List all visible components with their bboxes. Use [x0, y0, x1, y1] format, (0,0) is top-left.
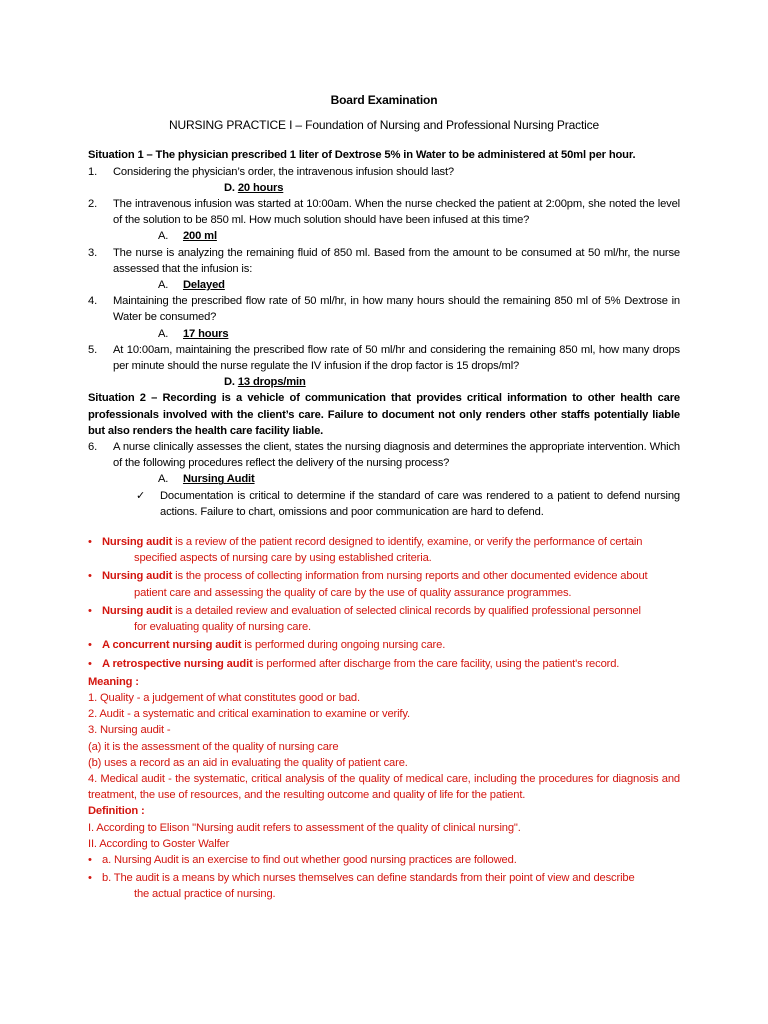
- answer-text: 200 ml: [182, 230, 217, 243]
- definition: is performed during ongoing nursing care.: [241, 639, 446, 652]
- bullet-icon: •: [88, 604, 92, 617]
- situation-2-heading: Situation 2 – Recording is a vehicle of communication that provides critical information to other health care professionals involved with the client’s care. Failure to document not only renders other staffs potentially liable but also renders the health care facility liable.: [88, 392, 680, 437]
- definition: is performed after discharge from the care facility, using the patient's record.: [252, 657, 620, 670]
- answer-text: 13 drops/min: [237, 376, 306, 389]
- situation-1-heading: Situation 1 – The physician prescribed 1 liter of Dextrose 5% in Water to be administered at 50ml per hour.: [88, 149, 636, 162]
- term: Nursing audit: [102, 570, 173, 583]
- bullet-icon: •: [88, 657, 92, 670]
- answer-letter: A.: [158, 327, 169, 340]
- answer-1: [88, 180, 680, 196]
- question-number: 1.: [88, 165, 98, 178]
- answer-letter: D.: [224, 181, 235, 194]
- list-item-text: [102, 870, 680, 902]
- meaning-line: 1. Quality - a judgement of what constitutes good or bad.: [88, 691, 360, 704]
- definition-line: I. According to Elison "Nursing audit refers to assessment of the quality of clinical nursing".: [88, 821, 521, 834]
- list-item: [88, 870, 680, 902]
- question-text: The nurse is analyzing the remaining fluid of 850 ml. Based from the amount to be consumed at 50 ml/hr, the nurse assessed that the infusion is:: [113, 246, 680, 275]
- bullet-icon: •: [88, 536, 92, 549]
- answer-letter: A.: [158, 279, 169, 292]
- definition-continuation: for evaluating quality of nursing care.: [134, 621, 311, 634]
- question-number: 3.: [88, 246, 98, 259]
- meaning-line: 4. Medical audit - the systematic, critical analysis of the quality of medical care, including the procedures for diagnosis and treatment, the use of resources, and the resulting outcome and quality of life for the patient.: [88, 772, 680, 802]
- answer-5: [88, 374, 680, 390]
- question-5: [88, 342, 680, 374]
- question-number: 2.: [88, 198, 98, 211]
- answer-text: 17 hours: [182, 327, 229, 340]
- answer-letter: D.: [224, 376, 235, 389]
- question-text: Maintaining the prescribed flow rate of 50 ml/hr, in how many hours should the remaining 850 ml of 5% Dextrose in Water be consumed?: [113, 295, 680, 324]
- question-text: Considering the physician’s order, the intravenous infusion should last?: [113, 165, 454, 178]
- term: Nursing audit: [102, 536, 173, 549]
- answer-text: Nursing Audit: [182, 473, 255, 486]
- document-content: [88, 92, 680, 905]
- list-item: [88, 534, 680, 566]
- answer-6: [88, 471, 680, 487]
- bullet-icon: •: [88, 853, 92, 866]
- term: Nursing audit: [102, 604, 173, 617]
- meaning-line: (a) it is the assessment of the quality of nursing care: [88, 740, 339, 753]
- definition-continuation: patient care and assessing the quality of care by the use of quality assurance programmes.: [134, 586, 572, 599]
- term: A retrospective nursing audit: [102, 657, 253, 670]
- rationale-item: [88, 488, 680, 520]
- list-item-text: [102, 656, 680, 672]
- bullet-icon: •: [88, 570, 92, 583]
- meaning-line: (b) uses a record as an aid in evaluating the quality of patient care.: [88, 756, 408, 769]
- question-text: A nurse clinically assesses the client, states the nursing diagnosis and determines the appropriate intervention. Which of the following procedures reflect the delivery of the nursing process?: [113, 441, 680, 470]
- answer-2: [88, 228, 680, 244]
- question-number: 5.: [88, 343, 98, 356]
- list-item-text: [102, 534, 680, 566]
- definition: b. The audit is a means by which nurses themselves can define standards from their point of view and describe: [102, 872, 635, 885]
- question-6: [88, 439, 680, 471]
- meaning-heading: Meaning :: [88, 675, 139, 688]
- meaning-line: 2. Audit - a systematic and critical examination to examine or verify.: [88, 708, 410, 721]
- question-4: [88, 293, 680, 325]
- list-item-text: [102, 637, 680, 653]
- definition: is the process of collecting information from nursing reports and other documented evidence about: [172, 570, 648, 583]
- list-item: [88, 603, 680, 635]
- list-item: [88, 852, 680, 868]
- rationale-text: Documentation is critical to determine if the standard of care was rendered to a patient to defend nursing actions. Failure to chart, omissions and poor communication are hard to defend.: [160, 489, 680, 518]
- answer-letter: A.: [158, 473, 169, 486]
- list-item-text: a. Nursing Audit is an exercise to find out whether good nursing practices are followed.: [102, 853, 517, 866]
- question-text: At 10:00am, maintaining the prescribed flow rate of 50 ml/hr and considering the remaining 850 ml, how many drops per minute should the nurse regulate the IV infusion if the drop factor is 15 drops/ml?: [113, 343, 680, 373]
- answer-4: [88, 326, 680, 342]
- bullet-icon: •: [88, 639, 92, 652]
- list-item-text: [102, 568, 680, 600]
- list-item: [88, 637, 680, 653]
- question-text: The intravenous infusion was started at 10:00am. When the nurse checked the patient at 2:00pm, she noted the level of the solution to be 850 ml. How much solution should have been infused at this time?: [113, 198, 680, 227]
- list-item: [88, 656, 680, 672]
- list-item: [88, 568, 680, 600]
- question-3: [88, 245, 680, 277]
- definition-heading: Definition :: [88, 805, 145, 818]
- notes-section: [88, 534, 680, 902]
- page-title: Board Examination: [330, 93, 438, 107]
- page-subtitle: NURSING PRACTICE I – Foundation of Nursing and Professional Nursing Practice: [168, 118, 600, 133]
- question-2: [88, 196, 680, 228]
- question-number: 4.: [88, 295, 98, 308]
- meaning-line: 3. Nursing audit -: [88, 724, 171, 737]
- definition: is a detailed review and evaluation of selected clinical records by qualified professional personnel: [172, 604, 641, 617]
- definition: is a review of the patient record designed to identify, examine, or verify the performance of certain: [172, 536, 643, 549]
- answer-text: Delayed: [182, 279, 225, 292]
- answer-3: [88, 277, 680, 293]
- definition-continuation: specified aspects of nursing care by using established criteria.: [134, 552, 432, 565]
- definition-continuation: the actual practice of nursing.: [134, 888, 276, 901]
- checkmark-icon: ✓: [136, 489, 146, 502]
- question-number: 6.: [88, 441, 98, 454]
- question-1: [88, 164, 680, 180]
- list-item-text: [102, 603, 680, 635]
- bullet-icon: •: [88, 872, 92, 885]
- answer-letter: A.: [158, 230, 169, 243]
- definition-line: II. According to Goster Walfer: [88, 837, 230, 850]
- answer-text: 20 hours: [237, 181, 284, 194]
- term: A concurrent nursing audit: [102, 639, 242, 652]
